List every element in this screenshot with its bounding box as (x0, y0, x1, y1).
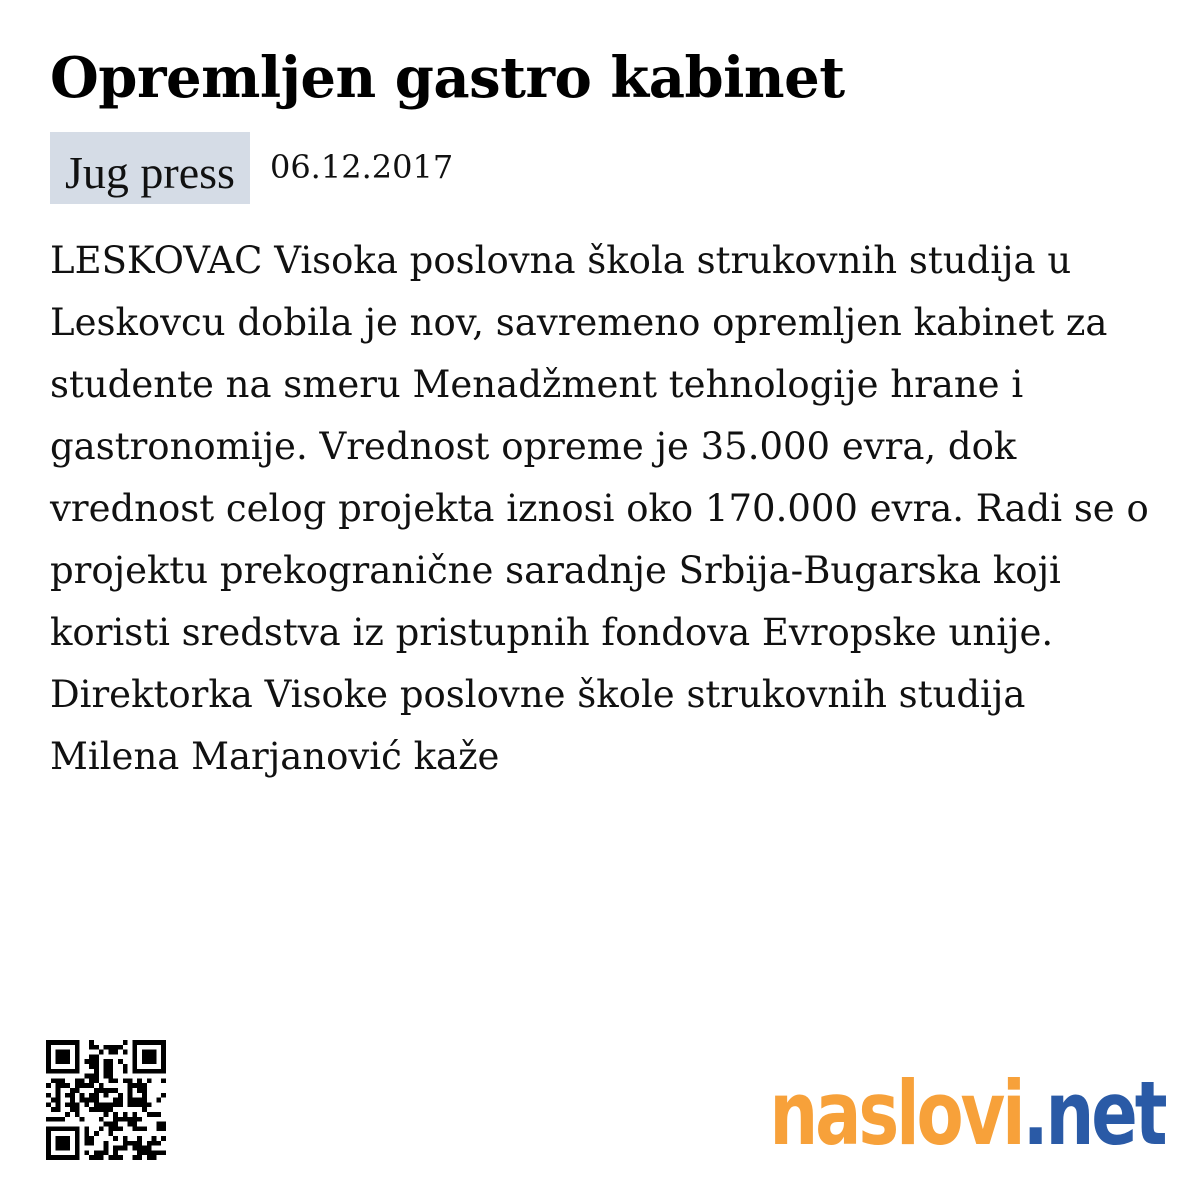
qr-code-icon (46, 1040, 166, 1160)
article-meta (50, 132, 453, 204)
article-body: LESKOVAC Visoka poslovna škola strukovnih studija u Leskovcu dobila je nov, savremeno opremljen kabinet za studente na smeru Menadžment tehnologije hrane i gastronomije. Vrednost opreme je 35.000 evra, dok vrednost celog projekta iznosi oko 170.000 evra. Radi se o projektu prekogranične saradnje Srbija-Bugarska koji koristi sredstva iz pristupnih fondova Evropske unije. Direktorka Visoke poslovne škole strukovnih studija Milena Marjanović kaže (50, 239, 1149, 778)
source-badge[interactable]: Jug press (50, 132, 250, 204)
article-title: Opremljen gastro kabinet (50, 45, 845, 111)
logo-text-net: .net (1022, 1062, 1164, 1165)
publish-date: 06.12.2017 (269, 148, 454, 186)
naslovi-logo[interactable] (769, 1064, 1164, 1164)
logo-text-naslovi: naslovi (769, 1062, 1023, 1165)
